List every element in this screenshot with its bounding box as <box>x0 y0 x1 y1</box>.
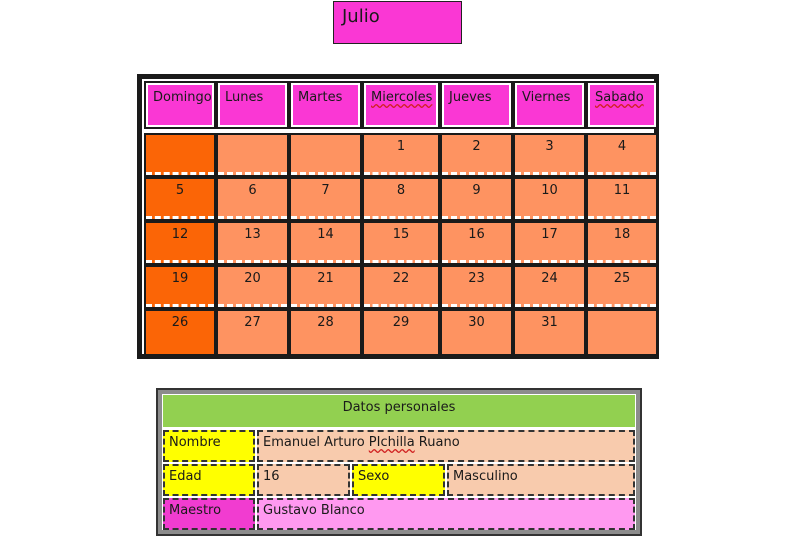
day-cell: 29 <box>364 311 438 354</box>
maestro-value: Gustavo Blanco <box>257 498 635 530</box>
nombre-value <box>257 430 635 462</box>
day-cell: 31 <box>515 311 584 354</box>
day-cell: 18 <box>588 223 656 263</box>
weekday-label: Jueves <box>449 90 492 105</box>
weekday-jueves <box>442 83 511 127</box>
day-cell: 22 <box>364 267 438 307</box>
weekday-sabado <box>588 83 656 127</box>
month-title: Julio <box>333 1 462 44</box>
day-cell <box>218 135 287 175</box>
day-cell: 9 <box>442 179 511 219</box>
weekday-label: Martes <box>298 90 343 105</box>
day-cell: 3 <box>515 135 584 175</box>
weekday-label: Sabado <box>595 90 644 105</box>
weekday-lunes <box>218 83 287 127</box>
nombre-label: Nombre <box>163 430 255 462</box>
day-cell: 7 <box>291 179 360 219</box>
maestro-label: Maestro <box>163 498 255 530</box>
day-cell: 10 <box>515 179 584 219</box>
calendar-header-row <box>144 81 654 129</box>
day-cell: 23 <box>442 267 511 307</box>
weekday-label: Domingo <box>153 90 212 105</box>
calendar-inner <box>142 79 654 354</box>
day-cell: 2 <box>442 135 511 175</box>
personal-data-inner <box>162 394 636 530</box>
calendar <box>138 75 658 358</box>
day-cell: 30 <box>442 311 511 354</box>
nombre-first: Emanuel Arturo <box>263 435 369 450</box>
day-cell: 14 <box>291 223 360 263</box>
day-cell: 13 <box>218 223 287 263</box>
weekday-viernes <box>515 83 584 127</box>
day-cell: 12 <box>146 223 214 263</box>
day-cell: 6 <box>218 179 287 219</box>
edad-label: Edad <box>163 464 255 496</box>
nombre-misspelled: PIchilla <box>368 435 415 450</box>
day-cell: 4 <box>588 135 656 175</box>
day-cell: 8 <box>364 179 438 219</box>
day-cell: 15 <box>364 223 438 263</box>
day-cell: 17 <box>515 223 584 263</box>
weekday-label: Viernes <box>522 90 571 105</box>
sexo-label: Sexo <box>352 464 445 496</box>
day-cell: 16 <box>442 223 511 263</box>
day-cell: 27 <box>218 311 287 354</box>
day-cell: 26 <box>146 311 214 354</box>
day-cell: 25 <box>588 267 656 307</box>
day-cell: 21 <box>291 267 360 307</box>
day-cell: 5 <box>146 179 214 219</box>
sexo-value: Masculino <box>447 464 635 496</box>
weekday-domingo <box>146 83 214 127</box>
day-cell <box>291 135 360 175</box>
weekday-label: Lunes <box>225 90 264 105</box>
nombre-last: Ruano <box>414 435 460 450</box>
day-cell: 1 <box>364 135 438 175</box>
day-cell: 11 <box>588 179 656 219</box>
day-cell: 24 <box>515 267 584 307</box>
weekday-label: Miercoles <box>371 90 433 105</box>
day-cell <box>146 135 214 175</box>
day-cell <box>588 311 656 354</box>
weekday-miercoles <box>364 83 438 127</box>
personal-data-table <box>156 388 642 536</box>
edad-value: 16 <box>257 464 350 496</box>
calendar-body <box>144 133 654 354</box>
day-cell: 20 <box>218 267 287 307</box>
day-cell: 19 <box>146 267 214 307</box>
weekday-martes <box>291 83 360 127</box>
day-cell: 28 <box>291 311 360 354</box>
personal-data-title: Datos personales <box>163 395 635 427</box>
